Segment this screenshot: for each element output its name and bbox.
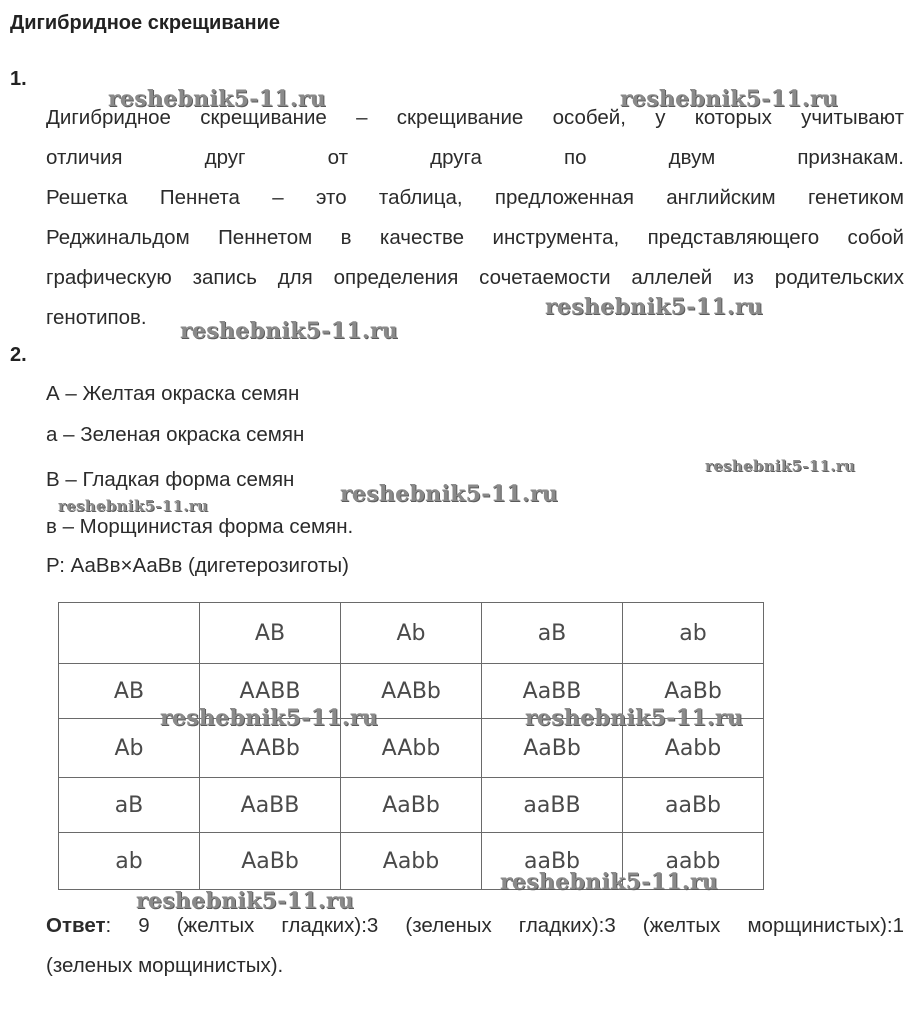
genotype-cell: aabb <box>623 833 764 890</box>
genotype-cell: AaBb <box>341 778 482 833</box>
watermark: reshebnik5-11.ru <box>160 705 379 731</box>
definition-line: генотипов. <box>46 306 147 329</box>
allele-line: В – Гладкая форма семян <box>46 468 295 491</box>
watermark: reshebnik5-11.ru <box>525 705 744 731</box>
table-row <box>59 778 764 833</box>
genotype-cell: Aabb <box>623 719 764 778</box>
section-2-number: 2. <box>10 344 27 366</box>
genotype-cell: AaBB <box>200 778 341 833</box>
watermark: reshebnik5-11.ru <box>340 481 559 507</box>
watermark: reshebnik5-11.ru <box>705 457 856 475</box>
genotype-cell: aaBB <box>482 778 623 833</box>
table-corner-cell <box>59 603 200 664</box>
definition-line: графическую запись для определения сочетаемости аллелей из родительских <box>46 266 904 289</box>
gamete-header-cell: ab <box>623 603 764 664</box>
answer-line-2: (зеленых морщинистых). <box>46 954 284 977</box>
definition-line: Дигибридное скрещивание – скрещивание особей, у которых учитывают <box>46 106 904 129</box>
watermark: reshebnik5-11.ru <box>136 888 355 914</box>
genotype-cell: AAbb <box>341 719 482 778</box>
allele-line: в – Морщинистая форма семян. <box>46 515 354 538</box>
watermark: reshebnik5-11.ru <box>58 497 209 515</box>
answer-block <box>46 906 904 986</box>
answer-ratio: : 9 (желтых гладких):3 (зеленых гладких):3 (желтых морщинистых):1 <box>105 914 904 937</box>
genotype-cell: AABb <box>341 664 482 719</box>
genotype-cell: aaBb <box>623 778 764 833</box>
watermark: reshebnik5-11.ru <box>180 318 399 344</box>
genotype-cell: AaBb <box>623 664 764 719</box>
watermark: reshebnik5-11.ru <box>545 294 764 320</box>
genotype-cell: AABb <box>200 719 341 778</box>
gamete-row-label: Ab <box>59 719 200 778</box>
watermark: reshebnik5-11.ru <box>500 869 719 895</box>
genotype-cell: Aabb <box>341 833 482 890</box>
gamete-row-label: AB <box>59 664 200 719</box>
definition-line: Решетка Пеннета – это таблица, предложенная английским генетиком <box>46 186 904 209</box>
allele-line: а – Зеленая окраска семян <box>46 423 305 446</box>
parents-line: Р: АаВв×АаВв (дигетерозиготы) <box>46 554 349 577</box>
genotype-cell: aaBb <box>482 833 623 890</box>
genotype-cell: AABB <box>200 664 341 719</box>
definition-line: Реджинальдом Пеннетом в качестве инструмента, представляющего собой <box>46 226 904 249</box>
definition-line: отличия друг от друга по двум признакам. <box>46 146 904 169</box>
gamete-row-label: aB <box>59 778 200 833</box>
genotype-cell: AaBb <box>482 719 623 778</box>
watermark: reshebnik5-11.ru <box>108 86 327 112</box>
gamete-header-cell: Ab <box>341 603 482 664</box>
answer-label: Ответ <box>46 914 106 937</box>
gamete-row-label: ab <box>59 833 200 890</box>
section-1-number: 1. <box>10 68 27 90</box>
table-header-row <box>59 603 764 664</box>
gamete-header-cell: AB <box>200 603 341 664</box>
page-title: Дигибридное скрещивание <box>10 12 280 34</box>
allele-line: А – Желтая окраска семян <box>46 382 300 405</box>
punnett-square <box>58 602 764 890</box>
gamete-header-cell: aB <box>482 603 623 664</box>
genotype-cell: AaBb <box>200 833 341 890</box>
genotype-cell: AaBB <box>482 664 623 719</box>
section-1-definition <box>46 98 904 338</box>
watermark: reshebnik5-11.ru <box>620 86 839 112</box>
